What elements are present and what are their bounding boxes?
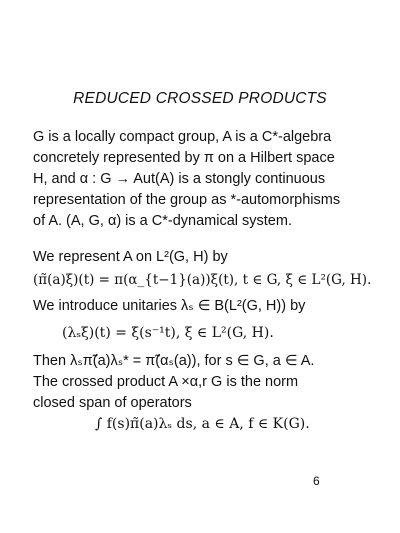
formula-pi-tilde: (π̃(a)ξ)(t) = π(α_{t−1}(a))ξ(t), t ∈ G, ξ ∈ L²(G, H). [33, 272, 372, 288]
page-number: 6 [313, 474, 320, 488]
paragraph2-line2: We introduce unitaries λₛ ∈ B(L²(G, H)) by [33, 298, 306, 314]
paragraph2-line4: The crossed product A ×α,r G is the norm [33, 374, 299, 390]
paragraph1-line1: G is a locally compact group, A is a C*-algebra [33, 129, 332, 145]
paragraph1-line3: H, and α : G → Aut(A) is a stongly continuous [33, 171, 326, 187]
page-title: REDUCED CROSSED PRODUCTS [73, 90, 327, 107]
paragraph1-line5: of A. (A, G, α) is a C*-dynamical system. [33, 213, 292, 229]
paragraph1-line4: representation of the group as *-automorphisms [33, 192, 341, 208]
paragraph2-line3: Then λₛπ̃(a)λₛ* = π̃(αₛ(a)), for s ∈ G, a ∈ A. [33, 353, 315, 369]
paragraph2-line1: We represent A on L²(G, H) by [33, 249, 228, 265]
paragraph2-line5: closed span of operators [33, 395, 192, 411]
formula-lambda: (λₛξ)(t) = ξ(s⁻¹t), ξ ∈ L²(G, H). [62, 325, 274, 341]
paragraph1-line2: concretely represented by π on a Hilbert space [33, 150, 335, 166]
integral-formula: ∫ f(s)π̃(a)λₛ ds, a ∈ A, f ∈ K(G). [95, 416, 310, 432]
